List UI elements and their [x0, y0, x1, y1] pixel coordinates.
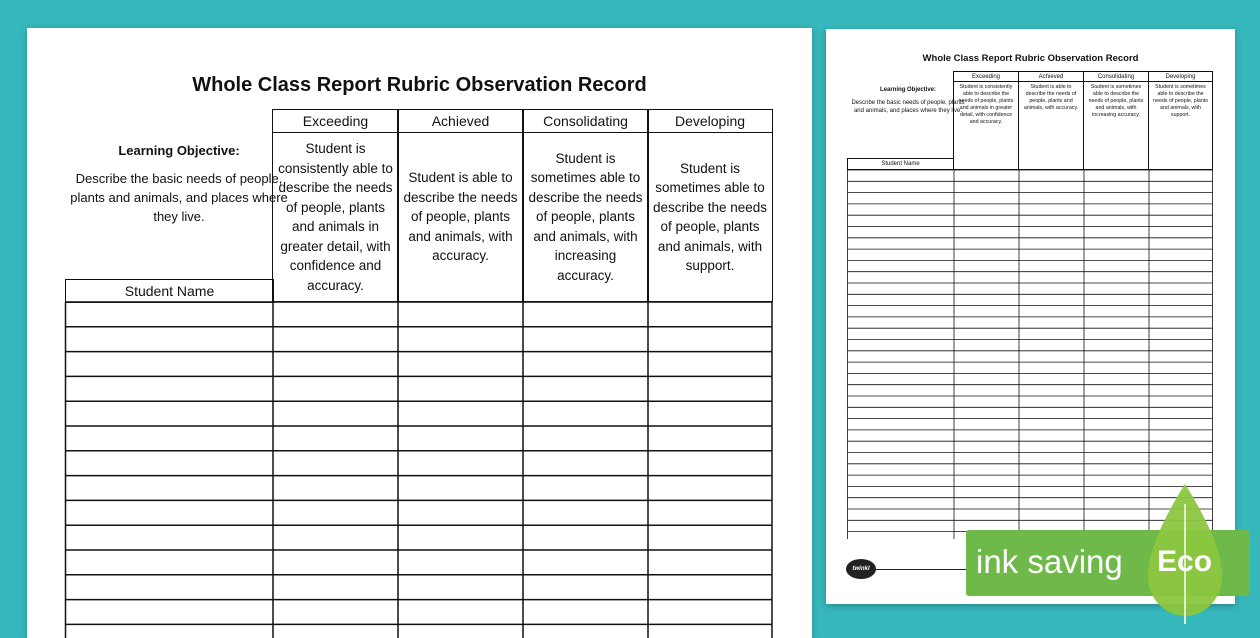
preview-logo: twinkl	[846, 559, 876, 579]
student-name-header: Student Name	[65, 279, 274, 303]
worksheet-title: Whole Class Report Rubric Observation Record	[192, 74, 647, 96]
learning-objective-heading: Learning Objective:	[118, 143, 240, 158]
preview-header-exceeding: Exceeding	[953, 71, 1019, 82]
preview-header-achieved: Achieved	[1018, 71, 1084, 82]
student-rows-grid	[27, 28, 812, 638]
descriptor-exceeding: Student is consistently able to describe the needs of people, plants and animals in greater detail, with confidence and accuracy.	[272, 133, 399, 302]
preview-header-developing: Developing	[1148, 71, 1213, 82]
eco-label: Eco	[1157, 545, 1213, 578]
preview-descriptor-exceeding: Student is consistently able to describe the needs of people, plants and animals in greater detail, with confidence and accuracy.	[953, 82, 1019, 170]
preview-title: Whole Class Report Rubric Observation Record	[922, 53, 1139, 64]
preview-learning-objective-text: Describe the basic needs of people, plants and animals, and places where they live.	[851, 99, 965, 114]
descriptor-consolidating: Student is sometimes able to describe the needs of people, plants and animals, with increasing accuracy.	[522, 133, 649, 302]
learning-objective-text: Describe the basic needs of people, plants and animals, and places where they live.	[70, 171, 288, 224]
column-header-exceeding: Exceeding	[272, 109, 399, 133]
ink-saving-label: ink saving	[976, 543, 1123, 580]
preview-descriptor-consolidating: Student is sometimes able to describe the needs of people, plants and animals, with increasing accuracy.	[1083, 82, 1149, 170]
preview-student-name-header: Student Name	[847, 158, 954, 170]
worksheet-page	[27, 28, 812, 638]
preview-descriptor-developing: Student is sometimes able to describe the needs of people, plants and animals, with support.	[1148, 82, 1213, 170]
column-header-developing: Developing	[647, 109, 773, 133]
column-header-achieved: Achieved	[397, 109, 524, 133]
column-header-consolidating: Consolidating	[522, 109, 649, 133]
descriptor-achieved: Student is able to describe the needs of people, plants and animals, with accuracy.	[397, 133, 524, 302]
preview-header-consolidating: Consolidating	[1083, 71, 1149, 82]
preview-learning-objective-heading: Learning Objective:	[879, 87, 936, 93]
preview-descriptor-achieved: Student is able to describe the needs of people, plants and animals, with accuracy.	[1018, 82, 1084, 170]
descriptor-developing: Student is sometimes able to describe the needs of people, plants and animals, with support.	[647, 133, 773, 302]
